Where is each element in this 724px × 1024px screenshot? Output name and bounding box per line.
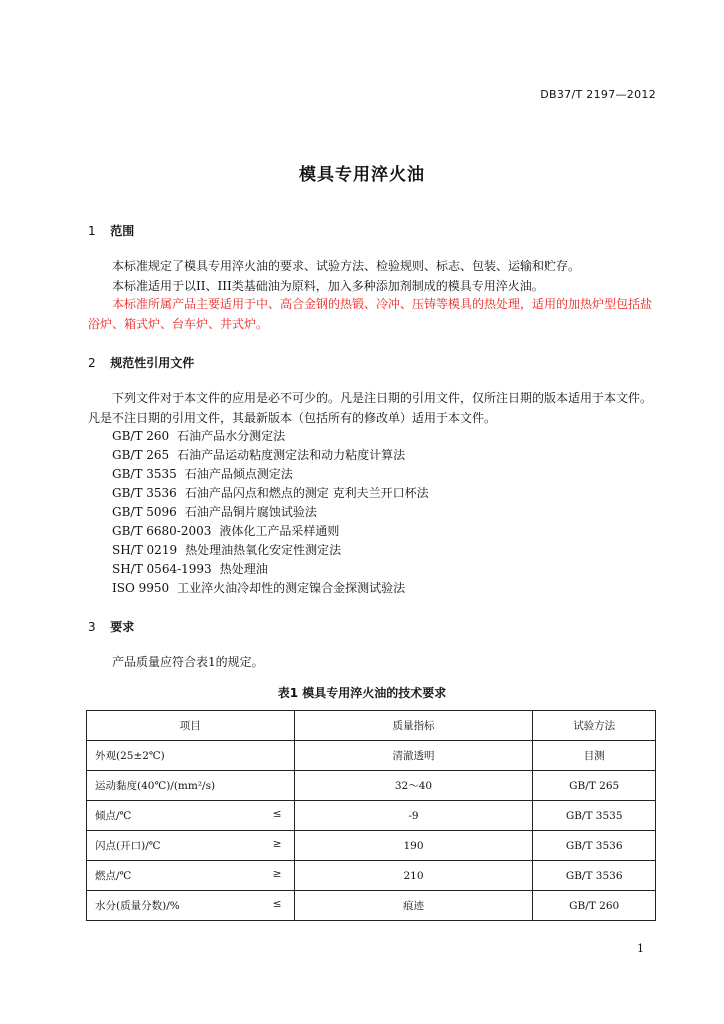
document-title: 模具专用淬火油 (299, 165, 425, 185)
table-row (87, 801, 656, 831)
item-operator: ≥ (272, 868, 282, 880)
item-cell (87, 861, 295, 891)
item-cell (87, 891, 295, 921)
method-cell: GB/T 3535 (533, 801, 656, 831)
reference-name: 热处理油 (219, 562, 268, 576)
item-label: 运动黏度(40℃)/(mm²/s) (95, 780, 216, 792)
section-1-heading (88, 222, 134, 239)
section-number: 1 (88, 224, 96, 238)
item-operator: ≥ (272, 838, 282, 850)
item-cell (87, 741, 295, 771)
reference-name: 石油产品倾点测定法 (184, 467, 293, 481)
reference-item (112, 446, 405, 465)
reference-code: GB/T 260 (112, 429, 170, 443)
reference-item (112, 522, 339, 541)
item-cell (87, 771, 295, 801)
header-item: 项目 (87, 711, 295, 741)
reference-name: 石油产品水分测定法 (177, 429, 286, 443)
item-label: 燃点/℃ (95, 870, 132, 882)
reference-item (112, 503, 317, 522)
reference-name: 液体化工产品采样通则 (219, 524, 340, 538)
reference-code: GB/T 265 (112, 448, 170, 462)
reference-name: 石油产品铜片腐蚀试验法 (184, 505, 317, 519)
header-method: 试验方法 (533, 711, 656, 741)
value-cell: 清澈透明 (294, 741, 533, 771)
normative-intro: 下列文件对于本文件的应用是必不可少的。凡是注日期的引用文件，仅所注日期的版本适用于本文件。凡是不注日期的引用文件，其最新版本（包括所有的修改单）适用于本文件。 (88, 391, 653, 425)
item-label: 外观(25±2℃) (95, 750, 165, 762)
reference-code: GB/T 6680-2003 (112, 524, 212, 538)
method-cell: GB/T 3536 (533, 831, 656, 861)
page-number: 1 (637, 942, 644, 955)
scope-paragraph-2: 本标准适用于以II、III类基础油为原料，加入多种添加剂制成的模具专用淬火油。 (112, 279, 544, 293)
standard-code: DB37/T 2197—2012 (540, 88, 656, 101)
reference-code: GB/T 5096 (112, 505, 177, 519)
reference-code: ISO 9950 (112, 581, 170, 595)
table-row (87, 831, 656, 861)
reference-item (112, 484, 429, 503)
reference-item (112, 560, 268, 579)
reference-code: GB/T 3535 (112, 467, 177, 481)
item-operator: ≤ (272, 898, 282, 910)
table-caption: 表1 模具专用淬火油的技术要求 (277, 686, 447, 700)
table-row (87, 891, 656, 921)
value-cell: 210 (294, 861, 533, 891)
reference-name: 石油产品闪点和燃点的测定 克利夫兰开口杯法 (184, 486, 429, 500)
reference-code: SH/T 0219 (112, 543, 178, 557)
reference-item (112, 465, 293, 484)
table-row (87, 741, 656, 771)
method-cell: GB/T 265 (533, 771, 656, 801)
table-row (87, 771, 656, 801)
reference-item (112, 541, 341, 560)
section-title: 范围 (110, 224, 135, 238)
value-cell: 痕迹 (294, 891, 533, 921)
reference-name: 石油产品运动粘度测定法和动力粘度计算法 (177, 448, 406, 462)
scope-paragraph-1: 本标准规定了模具专用淬火油的要求、试验方法、检验规则、标志、包装、运输和贮存。 (112, 259, 581, 273)
scope-paragraph-3: 本标准所属产品主要适用于中、高合金钢的热锻、冷冲、压铸等模具的热处理，适用的加热炉型包括盐浴炉、箱式炉、台车炉、井式炉。 (88, 297, 653, 331)
reference-item (112, 427, 285, 446)
reference-name: 工业淬火油冷却性的测定镍合金探测试验法 (177, 581, 406, 595)
table-row (87, 861, 656, 891)
section-number: 2 (88, 356, 96, 370)
item-operator: ≤ (272, 808, 282, 820)
reference-item (112, 579, 405, 598)
requirements-table (86, 710, 656, 921)
item-cell (87, 831, 295, 861)
value-cell: 190 (294, 831, 533, 861)
header-quality: 质量指标 (294, 711, 533, 741)
item-label: 水分(质量分数)/% (95, 900, 180, 912)
requirements-intro: 产品质量应符合表1的规定。 (112, 655, 264, 669)
table-header-row (87, 711, 656, 741)
value-cell: -9 (294, 801, 533, 831)
method-cell: GB/T 3536 (533, 861, 656, 891)
section-3-heading (88, 618, 134, 635)
reference-code: SH/T 0564-1993 (112, 562, 212, 576)
item-cell (87, 801, 295, 831)
value-cell: 32～40 (294, 771, 533, 801)
section-title: 规范性引用文件 (110, 356, 195, 370)
section-2-heading (88, 354, 194, 371)
item-label: 倾点/℃ (95, 810, 132, 822)
method-cell: GB/T 260 (533, 891, 656, 921)
method-cell: 目测 (533, 741, 656, 771)
section-title: 要求 (110, 620, 135, 634)
section-number: 3 (88, 620, 96, 634)
reference-name: 热处理油热氧化安定性测定法 (185, 543, 342, 557)
reference-code: GB/T 3536 (112, 486, 177, 500)
item-label: 闪点(开口)/℃ (95, 840, 161, 852)
